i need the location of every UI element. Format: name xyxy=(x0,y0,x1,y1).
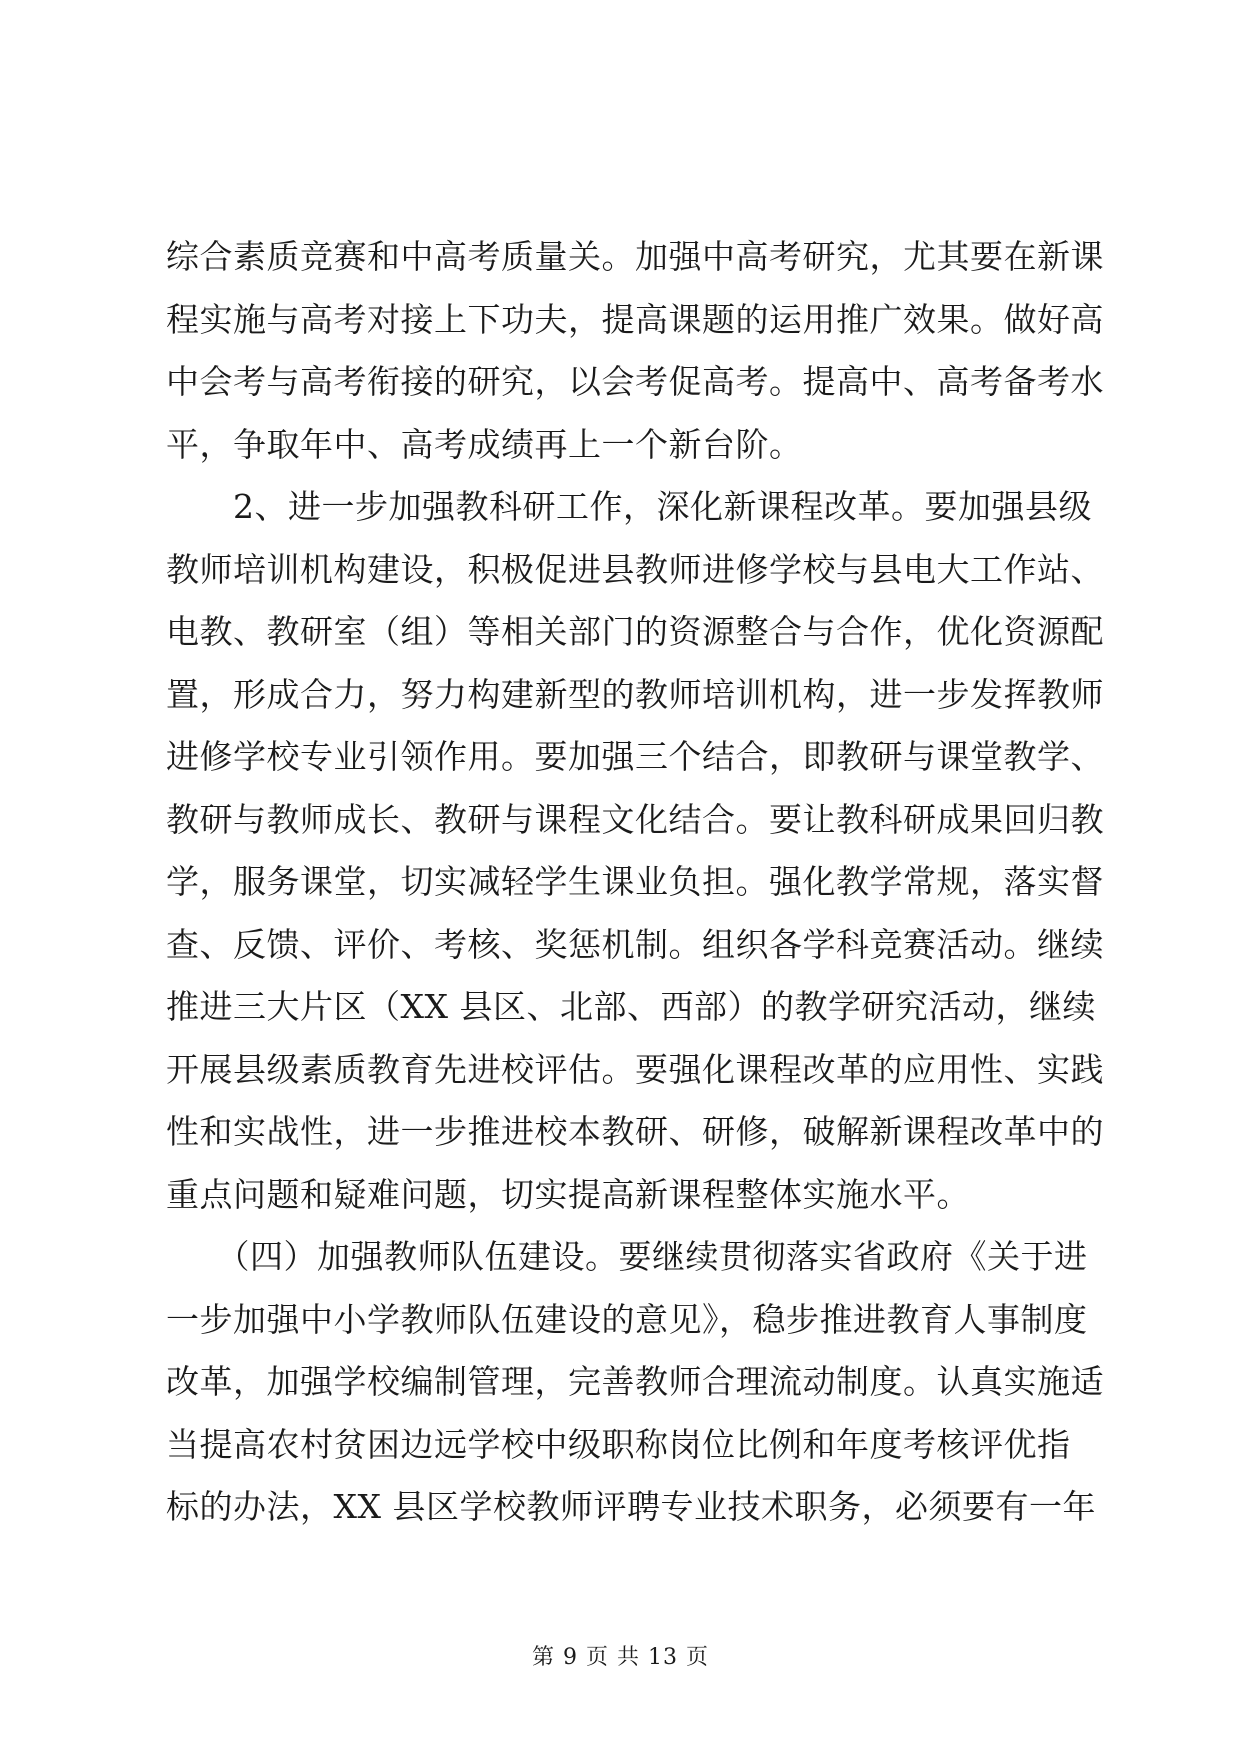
text-line: 教研与教师成长、教研与课程文化结合。要让教科研成果回归教 xyxy=(166,799,1104,839)
text-line: 进修学校专业引领作用。要加强三个结合，即教研与课堂教学、 xyxy=(166,737,1104,776)
text-line: 2、进一步加强教科研工作，深化新课程改革。要加强县级 xyxy=(166,487,1092,526)
text-line: 置，形成合力，努力构建新型的教师培训机构，进一步发挥教师 xyxy=(166,674,1104,714)
text-line: 平，争取年中、高考成绩再上一个新台阶。 xyxy=(166,424,803,464)
text-line: 改革，加强学校编制管理，完善教师合理流动制度。认真实施适 xyxy=(166,1362,1104,1401)
text-line: （四）加强教师队伍建设。要继续贯彻落实省政府《关于进 xyxy=(166,1237,1088,1276)
text-line: 电教、教研室（组）等相关部门的资源整合与合作，优化资源配 xyxy=(166,612,1104,651)
text-line: 性和实战性，进一步推进校本教研、研修，破解新课程改革中的 xyxy=(166,1112,1104,1151)
text-line: 中会考与高考衔接的研究，以会考促高考。提高中、高考备考水 xyxy=(166,362,1104,401)
body-text xyxy=(166,226,1104,1539)
text-line: 推进三大片区（XX 县区、北部、西部）的教学研究活动，继续 xyxy=(166,987,1096,1026)
text-line: 程实施与高考对接上下功夫，提高课题的运用推广效果。做好高 xyxy=(166,299,1104,339)
text-line: 学，服务课堂，切实减轻学生课业负担。强化教学常规，落实督 xyxy=(166,862,1104,901)
text-line: 教师培训机构建设，积极促进县教师进修学校与县电大工作站、 xyxy=(166,549,1104,589)
text-line: 当提高农村贫困边远学校中级职称岗位比例和年度考核评优指 xyxy=(166,1424,1071,1464)
page-number: 第 9 页 共 13 页 xyxy=(532,1645,709,1670)
text-line: 一步加强中小学教师队伍建设的意见》，稳步推进教育人事制度 xyxy=(166,1299,1088,1339)
text-line: 标的办法，XX 县区学校教师评聘专业技术职务，必须要有一年 xyxy=(166,1487,1096,1526)
text-line: 综合素质竞赛和中高考质量关。加强中高考研究，尤其要在新课 xyxy=(166,237,1104,276)
text-line: 开展县级素质教育先进校评估。要强化课程改革的应用性、实践 xyxy=(166,1049,1104,1089)
text-line: 查、反馈、评价、考核、奖惩机制。组织各学科竞赛活动。继续 xyxy=(166,924,1104,964)
text-line: 重点问题和疑难问题，切实提高新课程整体实施水平。 xyxy=(166,1174,970,1214)
